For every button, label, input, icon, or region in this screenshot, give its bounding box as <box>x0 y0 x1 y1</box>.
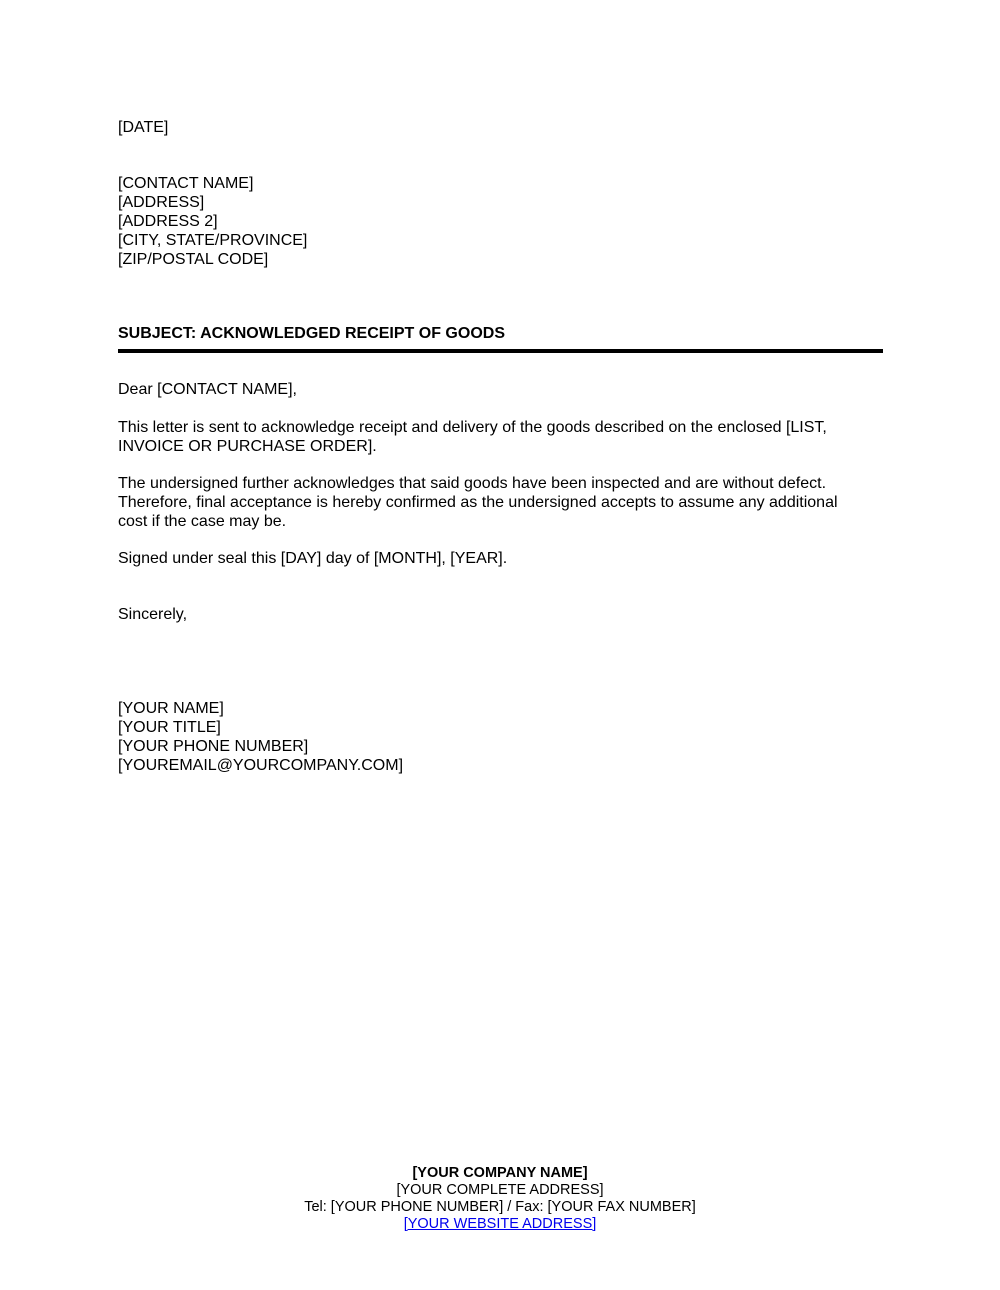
salutation: Dear [CONTACT NAME], <box>118 381 297 398</box>
paragraph-3-line-1: Signed under seal this [DAY] day of [MONTH], [YEAR]. <box>118 550 508 567</box>
recipient-contact-name: [CONTACT NAME] <box>118 175 254 192</box>
paragraph-2-line-3: cost if the case may be. <box>118 513 287 530</box>
footer-website-link[interactable]: [YOUR WEBSITE ADDRESS] <box>403 1216 597 1232</box>
recipient-city-state: [CITY, STATE/PROVINCE] <box>118 232 308 249</box>
closing: Sincerely, <box>118 606 188 623</box>
footer-contact: Tel: [YOUR PHONE NUMBER] / Fax: [YOUR FAX NUMBER] <box>304 1199 696 1215</box>
footer-website-container <box>0 1216 1000 1233</box>
recipient-zip: [ZIP/POSTAL CODE] <box>118 251 269 268</box>
footer-address: [YOUR COMPLETE ADDRESS] <box>396 1182 604 1198</box>
paragraph-2-line-1: The undersigned further acknowledges that said goods have been inspected and are without defect. <box>118 475 827 492</box>
signature-email: [YOUREMAIL@YOURCOMPANY.COM] <box>118 757 404 774</box>
paragraph-2-line-2: Therefore, final acceptance is hereby confirmed as the undersigned accepts to assume any additional <box>118 494 838 511</box>
signature-phone: [YOUR PHONE NUMBER] <box>118 738 309 755</box>
letter-date: [DATE] <box>118 119 169 136</box>
footer-company-name: [YOUR COMPANY NAME] <box>412 1165 588 1181</box>
paragraph-1-line-2: INVOICE OR PURCHASE ORDER]. <box>118 438 377 455</box>
subject-line: SUBJECT: ACKNOWLEDGED RECEIPT OF GOODS <box>118 325 505 342</box>
recipient-address-2: [ADDRESS 2] <box>118 213 218 230</box>
signature-title: [YOUR TITLE] <box>118 719 221 736</box>
signature-name: [YOUR NAME] <box>118 700 224 717</box>
recipient-address: [ADDRESS] <box>118 194 205 211</box>
subject-divider <box>118 349 883 353</box>
paragraph-1-line-1: This letter is sent to acknowledge receipt and delivery of the goods described on the enclosed [LIST, <box>118 419 827 436</box>
